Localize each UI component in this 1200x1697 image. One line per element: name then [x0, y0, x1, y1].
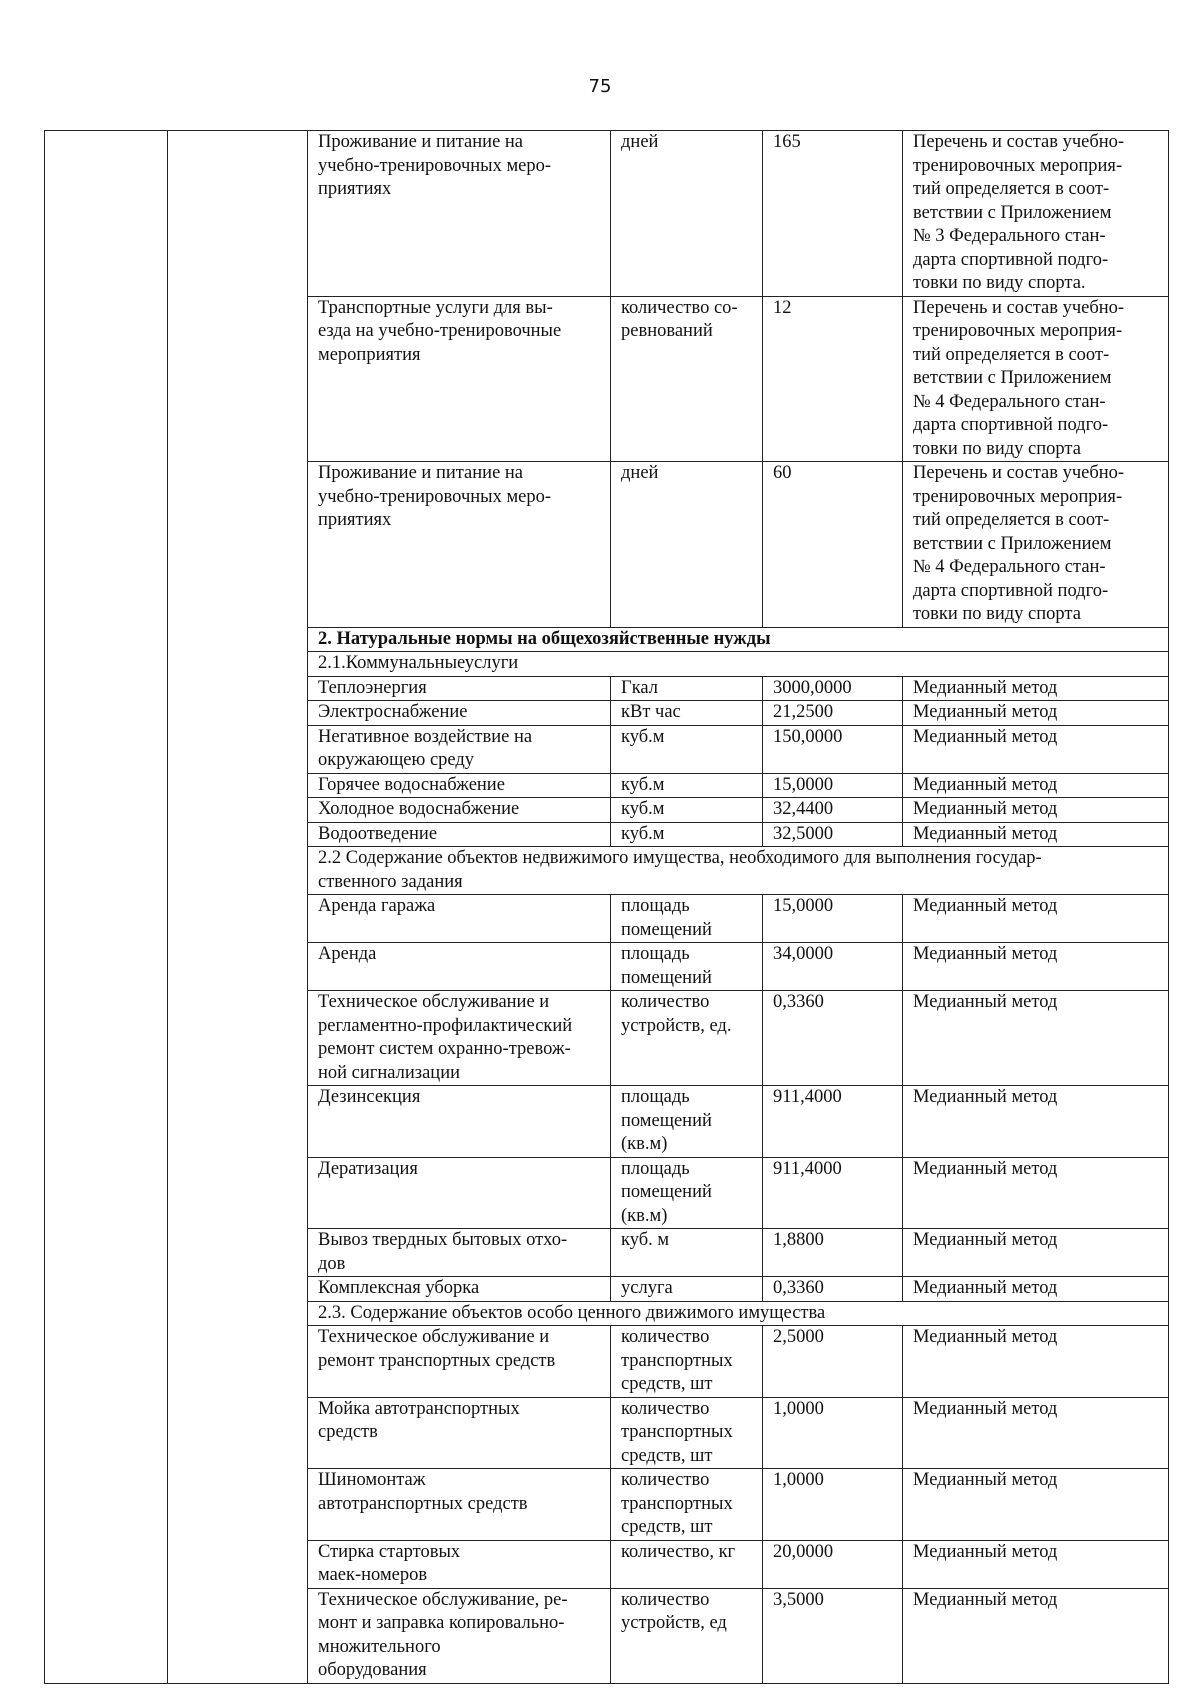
item-name-cell: Аренда	[308, 943, 611, 991]
unit-cell: Гкал	[611, 676, 763, 701]
method-cell: Перечень и состав учебно- тренировочных мероприя- тий определяется в соот- ветствии с Приложением № 3 Федерального стан- дарта спортивной подго- товки по виду спорта.	[903, 131, 1169, 297]
item-name-cell: Техническое обслуживание и ремонт транспортных средств	[308, 1326, 611, 1398]
value-cell: 0,3360	[763, 1277, 903, 1302]
method-cell: Медианный метод	[903, 943, 1169, 991]
item-name-cell: Мойка автотранспортных средств	[308, 1397, 611, 1469]
unit-cell: количество транспортных средств, шт	[611, 1469, 763, 1541]
method-cell: Перечень и состав учебно- тренировочных мероприя- тий определяется в соот- ветствии с Приложением № 4 Федерального стан- дарта спортивной подго- товки по виду спорта	[903, 296, 1169, 462]
item-name-cell: Водоотведение	[308, 822, 611, 847]
item-name-cell: Горячее водоснабжение	[308, 773, 611, 798]
unit-cell: площадь помещений (кв.м)	[611, 1086, 763, 1158]
unit-cell: дней	[611, 462, 763, 628]
page-number: 75	[588, 76, 612, 97]
item-name-cell: Негативное воздействие на окружающею среду	[308, 725, 611, 773]
item-name-cell: Транспортные услуги для вы- езда на учебно-тренировочные мероприятия	[308, 296, 611, 462]
value-cell: 32,5000	[763, 822, 903, 847]
method-cell: Медианный метод	[903, 798, 1169, 823]
unit-cell: количество, кг	[611, 1540, 763, 1588]
blank-col-a	[45, 131, 168, 1684]
method-cell: Медианный метод	[903, 1277, 1169, 1302]
item-name-cell: Проживание и питание на учебно-тренировочных меро- приятиях	[308, 131, 611, 297]
value-cell: 150,0000	[763, 725, 903, 773]
item-name-cell: Холодное водоснабжение	[308, 798, 611, 823]
unit-cell: количество транспортных средств, шт	[611, 1326, 763, 1398]
value-cell: 12	[763, 296, 903, 462]
item-name-cell: Дезинсекция	[308, 1086, 611, 1158]
unit-cell: количество со- ревнований	[611, 296, 763, 462]
method-cell: Медианный метод	[903, 1469, 1169, 1541]
value-cell: 0,3360	[763, 991, 903, 1086]
value-cell: 15,0000	[763, 773, 903, 798]
method-cell: Медианный метод	[903, 1326, 1169, 1398]
value-cell: 60	[763, 462, 903, 628]
unit-cell: куб. м	[611, 1229, 763, 1277]
value-cell: 1,8800	[763, 1229, 903, 1277]
method-cell: Перечень и состав учебно- тренировочных мероприя- тий определяется в соот- ветствии с Приложением № 4 Федерального стан- дарта спортивной подго- товки по виду спорта	[903, 462, 1169, 628]
method-cell: Медианный метод	[903, 1540, 1169, 1588]
value-cell: 32,4400	[763, 798, 903, 823]
unit-cell: площадь помещений	[611, 943, 763, 991]
value-cell: 911,4000	[763, 1157, 903, 1229]
method-cell: Медианный метод	[903, 1086, 1169, 1158]
method-cell: Медианный метод	[903, 773, 1169, 798]
item-name-cell: Дератизация	[308, 1157, 611, 1229]
unit-cell: куб.м	[611, 798, 763, 823]
value-cell: 20,0000	[763, 1540, 903, 1588]
method-cell: Медианный метод	[903, 701, 1169, 726]
item-name-cell: Проживание и питание на учебно-тренировочных меро- приятиях	[308, 462, 611, 628]
section-heading: 2.2 Содержание объектов недвижимого имущества, необходимого для выполнения государ- ственного задания	[308, 847, 1169, 895]
method-cell: Медианный метод	[903, 676, 1169, 701]
unit-cell: площадь помещений (кв.м)	[611, 1157, 763, 1229]
section-heading: 2. Натуральные нормы на общехозяйственные нужды	[308, 627, 1169, 652]
item-name-cell: Шиномонтаж автотранспортных средств	[308, 1469, 611, 1541]
unit-cell: куб.м	[611, 773, 763, 798]
unit-cell: количество устройств, ед.	[611, 991, 763, 1086]
method-cell: Медианный метод	[903, 1157, 1169, 1229]
section-heading: 2.3. Содержание объектов особо ценного движимого имущества	[308, 1301, 1169, 1326]
unit-cell: услуга	[611, 1277, 763, 1302]
value-cell: 34,0000	[763, 943, 903, 991]
method-cell: Медианный метод	[903, 822, 1169, 847]
value-cell: 21,2500	[763, 701, 903, 726]
item-name-cell: Комплексная уборка	[308, 1277, 611, 1302]
value-cell: 3,5000	[763, 1588, 903, 1683]
value-cell: 911,4000	[763, 1086, 903, 1158]
value-cell: 2,5000	[763, 1326, 903, 1398]
unit-cell: кВт час	[611, 701, 763, 726]
norms-table	[44, 130, 1169, 1684]
section-heading: 2.1.Коммунальныеуслуги	[308, 652, 1169, 677]
unit-cell: количество устройств, ед	[611, 1588, 763, 1683]
method-cell: Медианный метод	[903, 895, 1169, 943]
item-name-cell: Электроснабжение	[308, 701, 611, 726]
value-cell: 165	[763, 131, 903, 297]
unit-cell: площадь помещений	[611, 895, 763, 943]
value-cell: 3000,0000	[763, 676, 903, 701]
value-cell: 15,0000	[763, 895, 903, 943]
unit-cell: куб.м	[611, 725, 763, 773]
item-name-cell: Техническое обслуживание, ре- монт и заправка копировально- множительного оборудования	[308, 1588, 611, 1683]
unit-cell: куб.м	[611, 822, 763, 847]
unit-cell: дней	[611, 131, 763, 297]
table-row	[45, 131, 1169, 297]
method-cell: Медианный метод	[903, 1588, 1169, 1683]
method-cell: Медианный метод	[903, 1397, 1169, 1469]
method-cell: Медианный метод	[903, 725, 1169, 773]
value-cell: 1,0000	[763, 1397, 903, 1469]
method-cell: Медианный метод	[903, 991, 1169, 1086]
blank-col-b	[168, 131, 308, 1684]
item-name-cell: Аренда гаража	[308, 895, 611, 943]
method-cell: Медианный метод	[903, 1229, 1169, 1277]
item-name-cell: Стирка стартовых маек-номеров	[308, 1540, 611, 1588]
value-cell: 1,0000	[763, 1469, 903, 1541]
item-name-cell: Теплоэнергия	[308, 676, 611, 701]
item-name-cell: Вывоз твердных бытовых отхо- дов	[308, 1229, 611, 1277]
unit-cell: количество транспортных средств, шт	[611, 1397, 763, 1469]
item-name-cell: Техническое обслуживание и регламентно-профилактический ремонт систем охранно-тревож- ной сигнализации	[308, 991, 611, 1086]
